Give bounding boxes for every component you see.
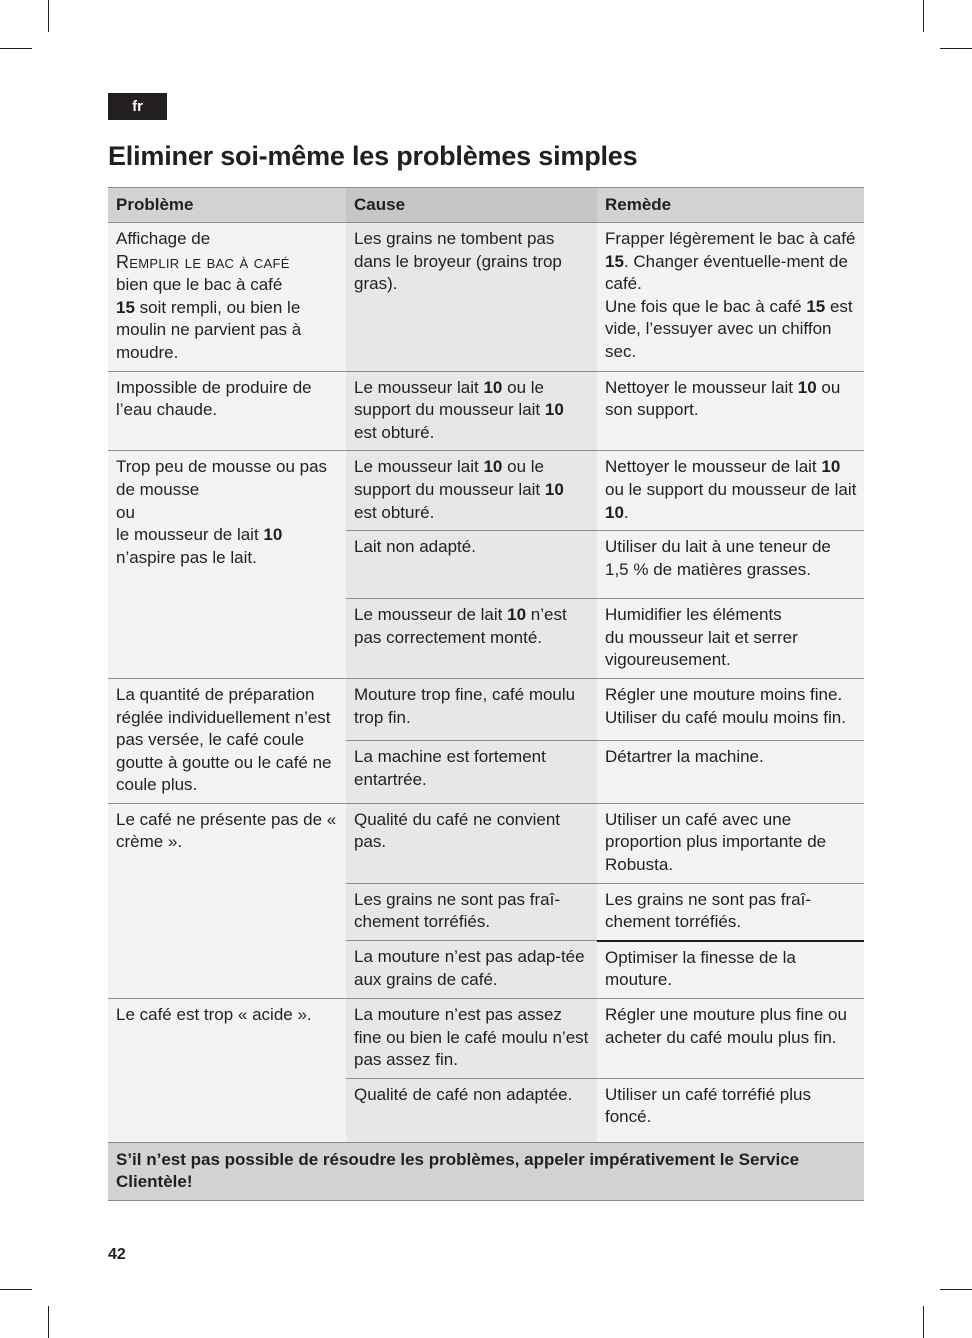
cause-cell: Le mousseur de lait 10 n’est pas correctement monté. — [346, 599, 597, 679]
service-notice: S’il n’est pas possible de résoudre les problèmes, appeler impérativement le Service Clientèle! — [108, 1142, 864, 1200]
part-number: 15 — [806, 296, 826, 316]
remedy-cell: Régler une mouture moins fine. Utiliser du café moulu moins fin. — [597, 678, 864, 740]
remedy-cell: Frapper légèrement le bac à café 15. Changer éventuelle-ment de café. Une fois que le bac à café 15 est vide, l’essuyer avec un chiffon sec. — [597, 223, 864, 372]
part-number: 10 — [263, 525, 283, 545]
problem-cell: Le café est trop « acide ». — [108, 999, 346, 1143]
crop-mark — [923, 0, 924, 32]
remedy-cell: Les grains ne sont pas fraî-chement torréfiés. — [597, 883, 864, 941]
remedy-cell: Utiliser un café torréfié plus foncé. — [597, 1078, 864, 1142]
cause-cell: La mouture n’est pas adap-tée aux grains de café. — [346, 941, 597, 999]
table-row — [108, 678, 864, 740]
part-number: 10 — [507, 605, 527, 625]
crop-mark — [940, 1289, 972, 1290]
part-number: 10 — [483, 457, 503, 477]
header-remedy: Remède — [597, 188, 864, 223]
remedy-cell: Utiliser du lait à une teneur de 1,5 % de matières grasses. — [597, 531, 864, 599]
part-number: 10 — [797, 377, 817, 397]
table-row — [108, 371, 864, 451]
cause-cell: Les grains ne tombent pas dans le broyeur (grains trop gras). — [346, 223, 597, 372]
part-number: 15 — [605, 251, 624, 271]
crop-mark — [923, 1306, 924, 1338]
table-row — [108, 999, 864, 1079]
crop-mark — [48, 0, 49, 32]
crop-mark — [48, 1306, 49, 1338]
remedy-cell: Nettoyer le mousseur lait 10 ou son support. — [597, 371, 864, 451]
page-title: Eliminer soi-même les problèmes simples — [108, 141, 638, 171]
header-cause: Cause — [346, 188, 597, 223]
problem-cell: Impossible de produire de l’eau chaude. — [108, 371, 346, 451]
crop-mark — [0, 48, 32, 49]
cause-cell: Le mousseur lait 10 ou le support du mousseur lait 10 est obturé. — [346, 451, 597, 531]
table-row — [108, 223, 864, 372]
table-row — [108, 451, 864, 531]
problem-cell: La quantité de préparation réglée individuellement n’est pas versée, le café coule goutte à goutte ou le café ne coule plus. — [108, 678, 346, 803]
part-number: 15 — [116, 297, 135, 317]
problem-cell: Le café ne présente pas de « crème ». — [108, 803, 346, 998]
cause-cell: Les grains ne sont pas fraî-chement torréfiés. — [346, 883, 597, 941]
cause-cell: Qualité du café ne convient pas. — [346, 803, 597, 883]
cause-cell: Mouture trop fine, café moulu trop fin. — [346, 678, 597, 740]
display-message: Remplir le bac à café — [116, 251, 290, 272]
cause-cell: Lait non adapté. — [346, 531, 597, 599]
cause-cell: La machine est fortement entartrée. — [346, 741, 597, 803]
cause-cell: La mouture n’est pas assez fine ou bien le café moulu n’est pas assez fin. — [346, 999, 597, 1079]
problem-cell: Affichage de Remplir le bac à café bien que le bac à café 15 soit rempli, ou bien le moulin ne parvient pas à moudre. — [108, 223, 346, 372]
remedy-cell: Utiliser un café avec une proportion plus importante de Robusta. — [597, 803, 864, 883]
part-number: 10 — [605, 502, 624, 522]
part-number: 10 — [483, 377, 503, 397]
crop-mark — [0, 1289, 32, 1290]
crop-mark — [940, 48, 972, 49]
language-tag: fr — [108, 93, 167, 120]
part-number: 10 — [821, 457, 841, 477]
part-number: 10 — [544, 479, 564, 499]
table-header-row — [108, 188, 864, 223]
remedy-cell: Optimiser la finesse de la mouture. — [597, 941, 864, 999]
part-number: 10 — [544, 400, 564, 420]
page-number: 42 — [108, 1246, 126, 1263]
remedy-cell: Détartrer la machine. — [597, 741, 864, 803]
table-footer-row — [108, 1142, 864, 1200]
header-problem: Problème — [108, 188, 346, 223]
remedy-cell: Nettoyer le mousseur de lait 10 ou le support du mousseur de lait 10. — [597, 451, 864, 531]
cause-cell: Qualité de café non adaptée. — [346, 1078, 597, 1142]
cause-cell: Le mousseur lait 10 ou le support du mousseur lait 10 est obturé. — [346, 371, 597, 451]
table-row — [108, 803, 864, 883]
remedy-cell: Humidifier les éléments du mousseur lait et serrer vigoureusement. — [597, 599, 864, 679]
problem-cell: Trop peu de mousse ou pas de mousse ou le mousseur de lait 10 n’aspire pas le lait. — [108, 451, 346, 679]
remedy-cell: Régler une mouture plus fine ou acheter du café moulu plus fin. — [597, 999, 864, 1079]
troubleshooting-table — [108, 187, 864, 1201]
